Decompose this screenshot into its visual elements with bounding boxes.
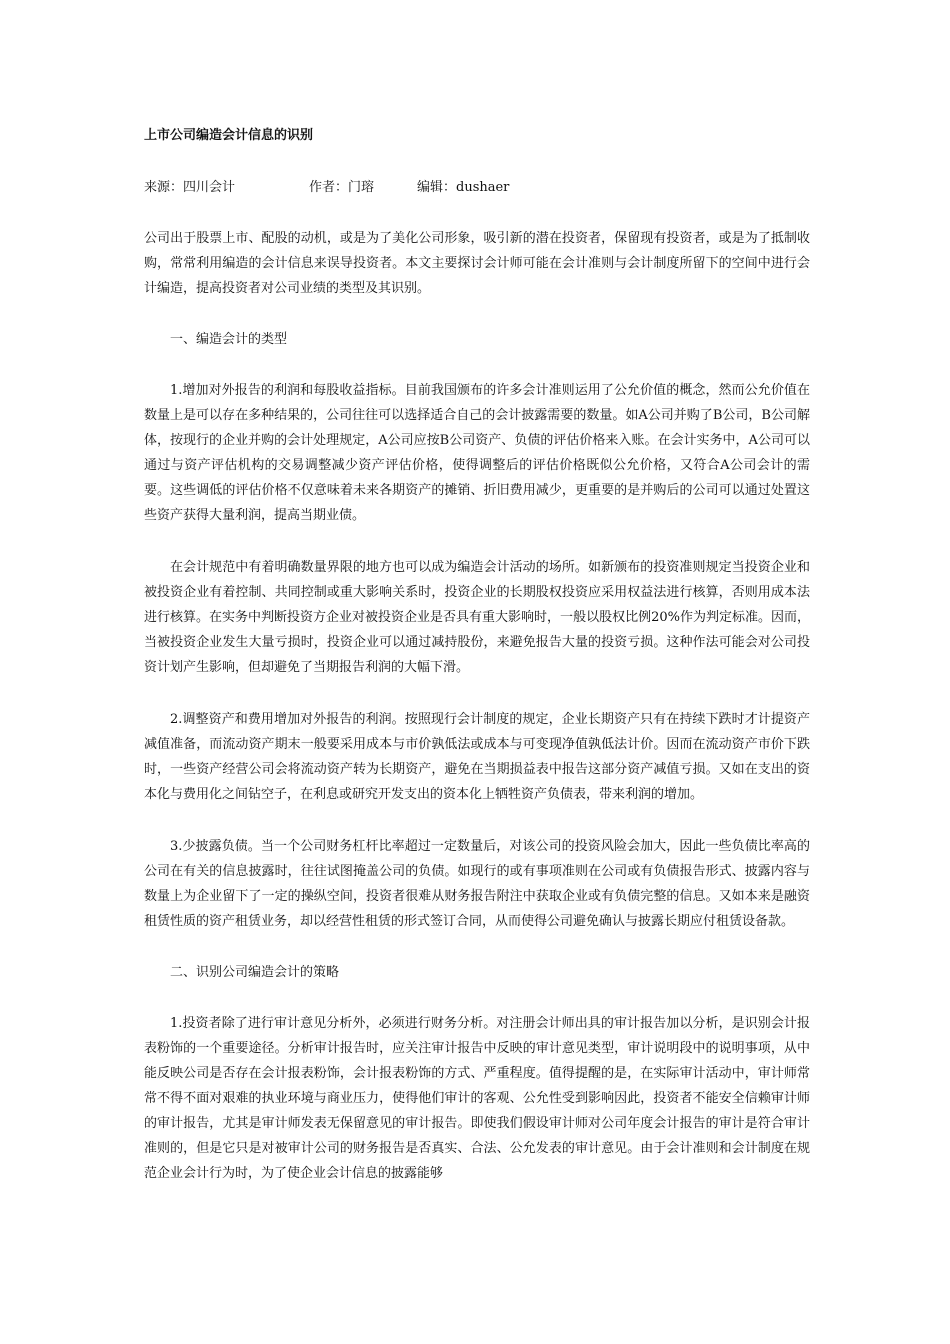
paragraph-increase-profit: 1.增加对外报告的利润和每股收益指标。目前我国颁布的许多会计准则运用了公允价值的概念，然而公允价值在数量上是可以存在多种结果的，公司往往可以选择适合自己的会计披露需要的数量。如A公司并购了B公司，B公司解体，按现行的企业并购的会计处理规定，A公司应按B公司资产、负债的评估价格来入账。在会计实务中，A公司可以通过与资产评估机构的交易调整减少资产评估价格，使得调整后的评估价格既似公允价格，又符合A公司会计的需要。这些调低的评估价格不仅意味着未来各期资产的摊销、折旧费用减少，更重要的是并购后的公司可以通过处置这些资产获得大量利润，提高当期业债。 — [144, 383, 810, 523]
section-heading-strategies: 二、识别公司编造会计的策略 — [170, 965, 340, 980]
paragraph-adjust-assets: 2.调整资产和费用增加对外报告的利润。按照现行会计制度的规定，企业长期资产只有在持续下跌时才计提资产减值准备，而流动资产期末一般要采用成本与市价孰低法或成本与可变现净值孰低法计价。因而在流动资产市价下跌时，一些资产经营公司会将流动资产转为长期资产，避免在当期损益表中报告这部分资产减值亏损。又如在支出的资本化与费用化之间钻空子，在利息或研究开发支出的资本化上牺牲资产负债表，带来利润的增加。 — [144, 712, 810, 802]
document-page — [144, 124, 810, 1213]
article-meta — [144, 176, 810, 200]
document-title: 上市公司编造会计信息的识别 — [144, 128, 314, 143]
meta-editor: 编辑：dushaer — [417, 180, 510, 195]
paragraph-less-liabilities: 3.少披露负债。当一个公司财务杠杆比率超过一定数量后，对该公司的投资风险会加大，因此一些负债比率高的公司在有关的信息披露时，往往试图掩盖公司的负债。如现行的或有事项准则在公司或有负债报告形式、披露内容与数量上为企业留下了一定的操纵空间，投资者很难从财务报告附注中获取企业或有负债完整的信息。又如本来是融资租赁性质的资产租赁业务，却以经营性租赁的形式签订合同，从而使得公司避免确认与披露长期应付租赁设备款。 — [144, 839, 810, 929]
paragraph-audit-analysis: 1.投资者除了进行审计意见分析外，必须进行财务分析。对注册会计师出具的审计报告加以分析，是识别会计报表粉饰的一个重要途径。分析审计报告时，应关注审计报告中反映的审计意见类型，审计说明段中的说明事项，从中能反映公司是否存在会计报表粉饰，会计报表粉饰的方式、严重程度。值得提醒的是，在实际审计活动中，审计师常常不得不面对艰难的执业环境与商业压力，使得他们审计的客观、公允性受到影响因此，投资者不能安全信赖审计师的审计报告，尤其是审计师发表无保留意见的审计报告。即使我们假设审计师对公司年度会计报告的审计是符合审计准则的，但是它只是对被审计公司的财务报告是否真实、合法、公允发表的审计意见。由于会计准则和会计制度在规范企业会计行为时，为了使企业会计信息的披露能够 — [144, 1016, 810, 1181]
meta-source: 来源：四川会计 — [144, 180, 236, 195]
intro-paragraph: 公司出于股票上市、配股的动机，或是为了美化公司形象，吸引新的潜在投资者，保留现有投资者，或是为了抵制收购，常常利用编造的会计信息来误导投资者。本文主要探讨会计师可能在会计准则与会计制度所留下的空间中进行会计编造，提高投资者对公司业绩的类型及其识别。 — [144, 231, 810, 296]
meta-author: 作者：门瑢 — [309, 180, 375, 195]
paragraph-quantity-limits: 在会计规范中有着明确数量界限的地方也可以成为编造会计活动的场所。如新颁布的投资准则规定当投资企业和被投资企业有着控制、共同控制或重大影响关系时，投资企业的长期股权投资应采用权益法进行核算，否则用成本法进行核算。在实务中判断投资方企业对被投资企业是否具有重大影响时，一般以股权比例20%作为判定标准。因而，当被投资企业发生大量亏损时，投资企业可以通过减持股份，来避免报告大量的投资亏损。这种作法可能会对公司投资计划产生影响，但却避免了当期报告利润的大幅下滑。 — [144, 560, 810, 675]
section-heading-types: 一、编造会计的类型 — [170, 332, 288, 347]
